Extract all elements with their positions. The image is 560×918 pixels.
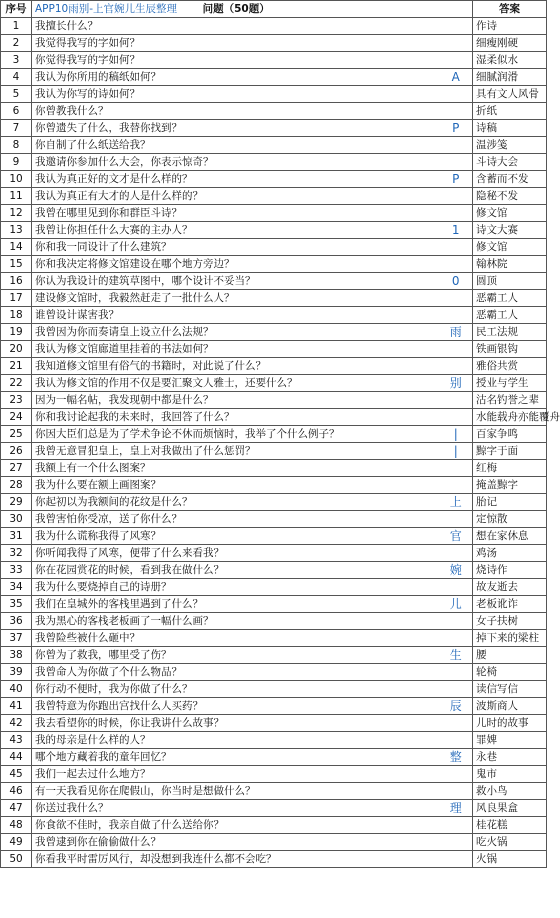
row-question: 我曾因为你而奏请皇上设立什么法规？ [32,324,440,341]
row-question: 我为什么要在额上画图案？ [32,477,440,494]
row-number: 22 [1,375,32,392]
row-question: 我认为修文馆廊道里挂着的书法如何？ [32,341,440,358]
row-question: 你认为我设计的建筑草图中，哪个设计不妥当？ [32,273,440,290]
row-answer: 腰 [473,647,547,664]
row-question: 我们一起去过什么地方？ [32,766,440,783]
row-answer: 细瘦刚硬 [473,35,547,52]
row-decoration: P [440,120,473,137]
table-row [1,358,547,375]
row-question: 我曾命人为你做了个什么物品？ [32,664,440,681]
row-decoration: 辰 [440,698,473,715]
row-number: 36 [1,613,32,630]
table-row [1,681,547,698]
row-number: 9 [1,154,32,171]
row-question: 你自制了什么纸送给我？ [32,137,440,154]
row-answer: 读信写信 [473,681,547,698]
row-answer: 含蓄而不发 [473,171,547,188]
row-answer: 修文馆 [473,205,547,222]
row-question: 因为一幅名帖，我发现朝中都是什么？ [32,392,440,409]
table-row [1,766,547,783]
table-row [1,477,547,494]
row-number: 1 [1,18,32,35]
row-answer: 诗稿 [473,120,547,137]
row-decoration: 别 [440,375,473,392]
row-answer: 民工法规 [473,324,547,341]
row-number: 12 [1,205,32,222]
row-number: 47 [1,800,32,817]
table-row [1,324,547,341]
table-row [1,52,547,69]
row-decoration [440,392,473,409]
row-number: 19 [1,324,32,341]
row-decoration [440,732,473,749]
row-question: 我认为你所用的稿纸如何？ [32,69,440,86]
row-decoration: | [440,443,473,460]
row-answer: 百家争鸣 [473,426,547,443]
row-number: 50 [1,851,32,868]
table-row [1,664,547,681]
row-question: 你曾教我什么？ [32,103,440,120]
row-number: 40 [1,681,32,698]
row-question: 我擅长什么？ [32,18,440,35]
table-row [1,630,547,647]
row-decoration: A [440,69,473,86]
row-number: 15 [1,256,32,273]
row-decoration [440,783,473,800]
row-number: 27 [1,460,32,477]
row-answer: 老板讹诈 [473,596,547,613]
row-decoration [440,409,473,426]
row-number: 39 [1,664,32,681]
row-answer: 水能载舟亦能覆舟 [473,409,547,426]
row-answer: 风良果盒 [473,800,547,817]
row-decoration [440,511,473,528]
table-row [1,171,547,188]
table-row [1,613,547,630]
row-question: 你起初以为我额间的花纹是什么？ [32,494,440,511]
table-row [1,783,547,800]
header-answer: 答案 [473,1,547,18]
row-question: 我认为真正好的文才是什么样的？ [32,171,440,188]
row-question: 我知道修文馆里有俗气的书籍时，对此说了什么？ [32,358,440,375]
row-decoration [440,256,473,273]
row-decoration [440,154,473,171]
row-answer: 吃火锅 [473,834,547,851]
table-row [1,137,547,154]
row-decoration [440,290,473,307]
row-answer: 罪婢 [473,732,547,749]
table-row [1,834,547,851]
row-question: 我为黑心的客栈老板画了一幅什么画？ [32,613,440,630]
row-question: 我觉得我写的字如何？ [32,35,440,52]
row-decoration: 理 [440,800,473,817]
row-answer: 波斯商人 [473,698,547,715]
row-decoration [440,851,473,868]
table-row [1,800,547,817]
row-decoration: 0 [440,273,473,290]
row-answer: 想在家休息 [473,528,547,545]
table-row [1,205,547,222]
table-row [1,732,547,749]
header-no: 序号 [1,1,32,18]
header-deco-cell [440,1,473,18]
table-row [1,851,547,868]
row-decoration [440,460,473,477]
table-row [1,307,547,324]
row-question: 我的母亲是什么样的人？ [32,732,440,749]
row-question: 我曾在哪里见到你和群臣斗诗？ [32,205,440,222]
row-number: 16 [1,273,32,290]
table-row [1,375,547,392]
row-answer: 沽名钓誉之辈 [473,392,547,409]
row-number: 6 [1,103,32,120]
row-question: 你觉得我写的字如何？ [32,52,440,69]
row-answer: 铁画银钩 [473,341,547,358]
row-question: 我为什么要烧掉自己的诗册？ [32,579,440,596]
row-decoration [440,613,473,630]
row-answer: 故友逝去 [473,579,547,596]
row-decoration: 上 [440,494,473,511]
row-answer: 授业与学生 [473,375,547,392]
row-answer: 圆顶 [473,273,547,290]
row-answer: 雅俗共赏 [473,358,547,375]
row-number: 18 [1,307,32,324]
row-decoration [440,18,473,35]
row-answer: 折纸 [473,103,547,120]
table-row [1,188,547,205]
row-number: 32 [1,545,32,562]
row-number: 14 [1,239,32,256]
row-number: 46 [1,783,32,800]
row-question: 我认为真正有大才的人是什么样的？ [32,188,440,205]
row-decoration [440,545,473,562]
table-row [1,69,547,86]
row-question: 建设修文馆时，我毅然赶走了一批什么人？ [32,290,440,307]
table-row [1,256,547,273]
row-number: 35 [1,596,32,613]
row-number: 2 [1,35,32,52]
row-answer: 细腻润滑 [473,69,547,86]
row-question: 我额上有一个什么图案？ [32,460,440,477]
row-question: 我邀请你参加什么大会，你表示惊奇？ [32,154,440,171]
row-answer: 火锅 [473,851,547,868]
row-question: 你看我平时雷厉风行，却没想到我连什么都不会吃？ [32,851,440,868]
row-decoration [440,239,473,256]
row-question: 我去看望你的时候，你让我讲什么故事？ [32,715,440,732]
row-question: 谁曾设计谋害我？ [32,307,440,324]
row-answer: 作诗 [473,18,547,35]
row-number: 43 [1,732,32,749]
row-number: 26 [1,443,32,460]
row-question: 你食欲不佳时，我亲自做了什么送给你？ [32,817,440,834]
table-row [1,545,547,562]
row-number: 30 [1,511,32,528]
row-answer: 救小鸟 [473,783,547,800]
header-title: APP10雨别-上官婉儿生辰整理 [35,3,177,15]
row-answer: 修文馆 [473,239,547,256]
row-question: 你和我决定将修文馆建设在哪个地方旁边？ [32,256,440,273]
row-decoration: 雨 [440,324,473,341]
row-question: 哪个地方藏着我的童年回忆？ [32,749,440,766]
row-number: 24 [1,409,32,426]
row-decoration [440,103,473,120]
row-number: 33 [1,562,32,579]
row-number: 4 [1,69,32,86]
header-question-cell [32,1,440,18]
table-row [1,239,547,256]
row-question: 我认为你写的诗如何？ [32,86,440,103]
row-number: 21 [1,358,32,375]
row-question: 你和我一同设计了什么建筑？ [32,239,440,256]
row-decoration [440,341,473,358]
row-question: 你曾遗失了什么，我替你找到？ [32,120,440,137]
row-decoration: 1 [440,222,473,239]
row-number: 49 [1,834,32,851]
table-row [1,528,547,545]
row-question: 你送过我什么？ [32,800,440,817]
row-answer: 桂花糕 [473,817,547,834]
row-decoration [440,35,473,52]
row-answer: 翰林院 [473,256,547,273]
table-row [1,511,547,528]
row-number: 44 [1,749,32,766]
table-row [1,222,547,239]
row-answer: 烧诗作 [473,562,547,579]
table-row [1,494,547,511]
row-answer: 温涉笺 [473,137,547,154]
row-question: 我曾害怕你受凉，送了你什么？ [32,511,440,528]
row-answer: 湿柔似水 [473,52,547,69]
row-decoration: 儿 [440,596,473,613]
row-number: 41 [1,698,32,715]
row-decoration [440,664,473,681]
row-question: 我曾无意冒犯皇上，皇上对我做出了什么惩罚？ [32,443,440,460]
row-decoration: 婉 [440,562,473,579]
row-number: 3 [1,52,32,69]
row-answer: 红梅 [473,460,547,477]
table-row [1,120,547,137]
table-row [1,749,547,766]
row-number: 10 [1,171,32,188]
row-answer: 具有文人风骨 [473,86,547,103]
table-row [1,392,547,409]
row-question: 我曾险些被什么砸中？ [32,630,440,647]
row-answer: 定惊散 [473,511,547,528]
row-question: 我们在皇城外的客栈里遇到了什么？ [32,596,440,613]
row-answer: 掩盖黥字 [473,477,547,494]
table-row [1,290,547,307]
row-number: 48 [1,817,32,834]
table-row [1,443,547,460]
table-row [1,460,547,477]
row-number: 37 [1,630,32,647]
row-decoration [440,681,473,698]
row-decoration: | [440,426,473,443]
row-decoration [440,715,473,732]
table-row [1,273,547,290]
row-number: 5 [1,86,32,103]
row-number: 34 [1,579,32,596]
row-question: 我认为修文馆的作用不仅是要汇聚文人雅士，还要什么？ [32,375,440,392]
row-number: 42 [1,715,32,732]
row-answer: 永巷 [473,749,547,766]
row-answer: 隐秘不发 [473,188,547,205]
row-number: 28 [1,477,32,494]
row-decoration [440,205,473,222]
row-answer: 胎记 [473,494,547,511]
row-number: 11 [1,188,32,205]
table-row [1,596,547,613]
table-row [1,103,547,120]
table-row [1,647,547,664]
row-number: 7 [1,120,32,137]
row-number: 8 [1,137,32,154]
row-number: 13 [1,222,32,239]
row-question: 我曾让你担任什么大赛的主办人？ [32,222,440,239]
table-row [1,86,547,103]
row-number: 38 [1,647,32,664]
row-question: 你行动不便时，我为你做了什么？ [32,681,440,698]
row-number: 31 [1,528,32,545]
row-answer: 鬼市 [473,766,547,783]
row-answer: 斗诗大会 [473,154,547,171]
row-decoration [440,579,473,596]
header-row [1,1,547,18]
row-question: 有一天我看见你在爬假山，你当时是想做什么？ [32,783,440,800]
table-row [1,18,547,35]
row-decoration: 整 [440,749,473,766]
table-row [1,562,547,579]
row-decoration [440,86,473,103]
row-decoration [440,817,473,834]
row-answer: 诗文大赛 [473,222,547,239]
row-answer: 恶霸工人 [473,290,547,307]
row-answer: 鸡汤 [473,545,547,562]
row-decoration [440,477,473,494]
table-row [1,698,547,715]
table-row [1,579,547,596]
table-row [1,426,547,443]
row-decoration [440,52,473,69]
table-row [1,817,547,834]
row-question: 我曾特意为你跑出宫找什么人买药？ [32,698,440,715]
row-number: 25 [1,426,32,443]
row-question: 我为什么谎称我得了风寒？ [32,528,440,545]
row-decoration: 生 [440,647,473,664]
row-decoration [440,358,473,375]
row-number: 23 [1,392,32,409]
row-decoration [440,766,473,783]
row-decoration [440,307,473,324]
table-row [1,35,547,52]
row-question: 你曾为了救我，哪里受了伤？ [32,647,440,664]
row-question: 我曾逮到你在偷偷做什么？ [32,834,440,851]
row-answer: 女子扶树 [473,613,547,630]
table-row [1,154,547,171]
row-question: 你和我讨论起我的未来时，我回答了什么？ [32,409,440,426]
row-decoration [440,630,473,647]
row-answer: 黥字于面 [473,443,547,460]
row-number: 45 [1,766,32,783]
row-decoration: 官 [440,528,473,545]
row-answer: 恶霸工人 [473,307,547,324]
row-decoration [440,137,473,154]
row-answer: 掉下来的梁柱 [473,630,547,647]
row-question: 你听闻我得了风寒，便带了什么来看我？ [32,545,440,562]
row-question: 你因大臣们总是为了学术争论不休而烦恼时，我举了个什么例子？ [32,426,440,443]
row-question: 你在花园赏花的时候，看到我在做什么？ [32,562,440,579]
table-row [1,341,547,358]
row-decoration [440,188,473,205]
row-answer: 轮椅 [473,664,547,681]
row-number: 17 [1,290,32,307]
row-number: 20 [1,341,32,358]
row-decoration: P [440,171,473,188]
header-question: 问题（50题） [202,3,270,15]
row-number: 29 [1,494,32,511]
row-decoration [440,834,473,851]
row-answer: 儿时的故事 [473,715,547,732]
table-row [1,409,547,426]
table-row [1,715,547,732]
